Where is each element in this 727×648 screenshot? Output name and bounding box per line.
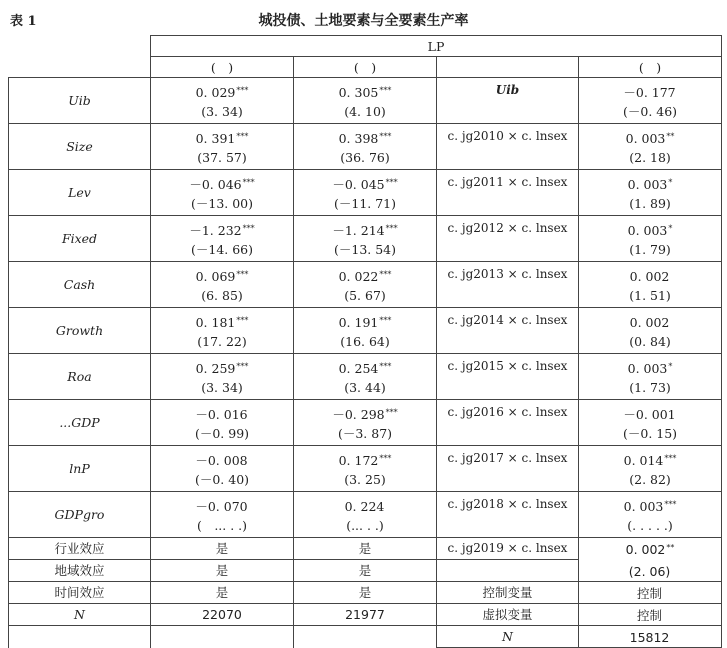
coef-cell-model-1 xyxy=(151,492,294,538)
coef-line xyxy=(294,356,436,377)
variable-name: Fixed xyxy=(9,216,151,262)
t-stat: (－0. 99) xyxy=(194,425,250,441)
effect-label: N xyxy=(9,604,151,626)
interaction-term: c. jg2012 × c. lnsex xyxy=(437,216,579,262)
variable-name: Lev xyxy=(9,170,151,216)
coef-cell-model-2 xyxy=(294,492,437,538)
t-stat: (5. 67) xyxy=(344,287,386,303)
table-caption: 表 1 xyxy=(10,14,37,29)
variable-name: Growth xyxy=(9,308,151,354)
interaction-term: c. jg2018 × c. lnsex xyxy=(437,492,579,538)
coef-cell-model-3 xyxy=(579,400,722,446)
t-stat: (6. 85) xyxy=(201,287,243,303)
coef-cell-model-3 xyxy=(579,308,722,354)
t-stat: (1. 73) xyxy=(629,379,671,395)
coef-value: 0. 003 xyxy=(623,498,664,514)
table-row xyxy=(9,446,722,492)
header-col-1: ( ) xyxy=(151,57,294,78)
coef-line xyxy=(151,448,293,469)
coef-line xyxy=(151,80,293,101)
header-group-lp: LP xyxy=(151,36,722,57)
coef-line xyxy=(294,126,436,147)
significance-stars: *** xyxy=(242,177,255,187)
coef-cell-model-3 xyxy=(579,216,722,262)
coef-value: 0. 254 xyxy=(338,360,379,376)
coef-value: 0. 172 xyxy=(338,452,379,468)
effect-model-1: 是 xyxy=(151,560,294,582)
coef-line xyxy=(579,402,721,423)
significance-stars: *** xyxy=(379,85,392,95)
coef-line xyxy=(151,310,293,331)
interaction-term: c. jg2017 × c. lnsex xyxy=(437,446,579,492)
t-stat: (0. 84) xyxy=(629,333,671,349)
coef-value: 0. 191 xyxy=(338,314,379,330)
coef-cell-model-3 xyxy=(579,78,722,124)
table-row xyxy=(9,560,722,582)
coef-cell-model-1 xyxy=(151,262,294,308)
significance-stars: *** xyxy=(385,177,398,187)
variable-name: Size xyxy=(9,124,151,170)
t-stat: (... . .) xyxy=(346,517,384,533)
coef-line xyxy=(579,494,721,515)
t-stat: (36. 76) xyxy=(340,149,390,165)
significance-stars: * xyxy=(668,177,673,187)
coef-cell-model-2 xyxy=(294,446,437,492)
significance-stars: *** xyxy=(242,223,255,233)
coef-cell-model-3 xyxy=(579,492,722,538)
table-row xyxy=(9,538,722,560)
t-stat: ( ... . .) xyxy=(196,517,248,533)
coef-cell-model-1 xyxy=(151,354,294,400)
coef-value: 0. 014 xyxy=(623,452,664,468)
t-stat: (－0. 46) xyxy=(622,103,678,119)
coef-cell-model-2 xyxy=(294,170,437,216)
effect-mid: c. jg2019 × c. lnsex xyxy=(437,538,579,560)
effect-model-2 xyxy=(294,626,437,648)
t-stat: (2. 18) xyxy=(629,149,671,165)
t-stat: (37. 57) xyxy=(197,149,247,165)
coef-line xyxy=(151,494,293,515)
header-col-4: ( ) xyxy=(579,57,722,78)
significance-stars: *** xyxy=(236,131,249,141)
effect-label: 行业效应 xyxy=(9,538,151,560)
coef-line xyxy=(579,172,721,193)
coef-line xyxy=(579,310,721,331)
coef-cell-model-1 xyxy=(151,216,294,262)
regression-table xyxy=(8,35,722,648)
t-stat: (3. 25) xyxy=(344,471,386,487)
effect-model-1: 是 xyxy=(151,538,294,560)
significance-stars: ** xyxy=(666,543,675,553)
table-row xyxy=(9,354,722,400)
t-stat: (－11. 71) xyxy=(333,195,396,211)
coef-line xyxy=(294,494,436,515)
coef-value: 0. 003 xyxy=(627,222,668,238)
coef-value: 0. 398 xyxy=(338,130,379,146)
coef-value: 0. 224 xyxy=(344,498,385,514)
coef-value: －0. 046 xyxy=(189,176,242,192)
t-stat: (1. 79) xyxy=(629,241,671,257)
table-row xyxy=(9,78,722,124)
effect-label: 时间效应 xyxy=(9,582,151,604)
significance-stars: *** xyxy=(385,223,398,233)
coef-cell-model-1 xyxy=(151,170,294,216)
coef-cell-model-3 xyxy=(579,446,722,492)
coef-cell-model-3 xyxy=(579,124,722,170)
interaction-term: c. jg2014 × c. lnsex xyxy=(437,308,579,354)
coef-cell-model-2 xyxy=(294,124,437,170)
coef-value: －0. 045 xyxy=(332,176,385,192)
coef-cell-model-3 xyxy=(579,354,722,400)
effect-value: 控制 xyxy=(637,608,663,623)
table-row xyxy=(9,124,722,170)
coef-cell-model-2 xyxy=(294,216,437,262)
effect-model-3 xyxy=(579,538,722,560)
effect-label xyxy=(9,626,151,648)
coef-value: －0. 298 xyxy=(332,406,385,422)
coef-line xyxy=(294,448,436,469)
table-row xyxy=(9,604,722,626)
coef-value: 0. 029 xyxy=(195,84,236,100)
effect-label: 地域效应 xyxy=(9,560,151,582)
variable-name: lnP xyxy=(9,446,151,492)
effect-model-1: 是 xyxy=(151,582,294,604)
coef-cell-model-2 xyxy=(294,400,437,446)
variable-name: GDPgro xyxy=(9,492,151,538)
coef-cell-model-1 xyxy=(151,124,294,170)
table-row xyxy=(9,170,722,216)
effect-model-3 xyxy=(579,560,722,582)
effect-model-1 xyxy=(151,626,294,648)
coef-value: 0. 003 xyxy=(627,360,668,376)
table-row xyxy=(9,582,722,604)
coef-value: 0. 003 xyxy=(627,176,668,192)
effect-model-3 xyxy=(579,626,722,648)
coef-line xyxy=(151,356,293,377)
effect-model-3 xyxy=(579,604,722,626)
header-empty-cell xyxy=(9,36,151,78)
coef-line xyxy=(151,172,293,193)
significance-stars: *** xyxy=(385,407,398,417)
coef-line xyxy=(294,218,436,239)
effect-value: 15812 xyxy=(629,630,670,645)
t-stat: (1. 51) xyxy=(629,287,671,303)
interaction-term: c. jg2010 × c. lnsex xyxy=(437,124,579,170)
variable-name: Uib xyxy=(9,78,151,124)
t-stat: (17. 22) xyxy=(197,333,247,349)
significance-stars: *** xyxy=(236,85,249,95)
variable-name: Roa xyxy=(9,354,151,400)
significance-stars: *** xyxy=(379,315,392,325)
coef-line xyxy=(579,80,721,101)
header-row-group xyxy=(9,36,722,57)
coef-value: 0. 391 xyxy=(195,130,236,146)
coef-cell-model-1 xyxy=(151,308,294,354)
effect-model-2: 是 xyxy=(294,538,437,560)
table-row xyxy=(9,400,722,446)
effect-model-2: 21977 xyxy=(294,604,437,626)
coef-line xyxy=(151,126,293,147)
significance-stars: * xyxy=(668,361,673,371)
t-stat: (16. 64) xyxy=(340,333,390,349)
coef-cell-model-2 xyxy=(294,78,437,124)
interaction-term: c. jg2016 × c. lnsex xyxy=(437,400,579,446)
table-row xyxy=(9,626,722,648)
t-stat: (3. 34) xyxy=(201,379,243,395)
coef-cell-model-1 xyxy=(151,400,294,446)
coef-value: －0. 177 xyxy=(623,84,676,100)
interaction-term: c. jg2011 × c. lnsex xyxy=(437,170,579,216)
coef-line xyxy=(294,172,436,193)
significance-stars: *** xyxy=(379,453,392,463)
coef-line xyxy=(579,218,721,239)
variable-name: ...GDP xyxy=(9,400,151,446)
effect-model-1: 22070 xyxy=(151,604,294,626)
t-stat: (－14. 66) xyxy=(190,241,253,257)
effect-mid: 控制变量 xyxy=(437,582,579,604)
coef-value: －1. 232 xyxy=(189,222,242,238)
coef-cell-model-3 xyxy=(579,262,722,308)
significance-stars: *** xyxy=(379,131,392,141)
t-stat: (3. 44) xyxy=(344,379,386,395)
significance-stars: *** xyxy=(664,453,677,463)
table-row xyxy=(9,308,722,354)
coef-line xyxy=(151,218,293,239)
coef-value: －1. 214 xyxy=(332,222,385,238)
interaction-term: c. jg2013 × c. lnsex xyxy=(437,262,579,308)
coef-value: －0. 070 xyxy=(195,498,248,514)
coef-value: 0. 305 xyxy=(338,84,379,100)
effect-model-2: 是 xyxy=(294,560,437,582)
coef-value: 0. 181 xyxy=(195,314,236,330)
interaction-term: c. jg2015 × c. lnsex xyxy=(437,354,579,400)
effect-model-2: 是 xyxy=(294,582,437,604)
significance-stars: *** xyxy=(236,315,249,325)
coef-value: 0. 003 xyxy=(625,130,666,146)
effect-model-3 xyxy=(579,582,722,604)
coef-line xyxy=(579,126,721,147)
coef-cell-model-2 xyxy=(294,262,437,308)
t-stat: (1. 89) xyxy=(629,195,671,211)
significance-stars: *** xyxy=(664,499,677,509)
effect-mid: 虚拟变量 xyxy=(437,604,579,626)
coef-line xyxy=(579,356,721,377)
coef-value: －0. 001 xyxy=(623,406,676,422)
coef-line xyxy=(294,402,436,423)
effect-value: 控制 xyxy=(637,586,663,601)
coef-line xyxy=(579,264,721,285)
t-stat: (. . . . .) xyxy=(627,517,673,533)
t-stat: (－0. 15) xyxy=(622,425,678,441)
coef-value: 0. 069 xyxy=(195,268,236,284)
coef-cell-model-2 xyxy=(294,354,437,400)
effect-mid xyxy=(437,560,579,582)
t-stat: (－3. 87) xyxy=(337,425,393,441)
header-col-3-empty xyxy=(437,57,579,78)
coef-line xyxy=(294,264,436,285)
significance-stars: *** xyxy=(236,269,249,279)
effect-value: 0. 002 xyxy=(625,542,666,558)
header-col-2: ( ) xyxy=(294,57,437,78)
t-stat: (－0. 40) xyxy=(194,471,250,487)
significance-stars: *** xyxy=(379,269,392,279)
t-stat: (－13. 54) xyxy=(333,241,396,257)
coef-value: －0. 008 xyxy=(195,452,248,468)
table-row xyxy=(9,492,722,538)
coef-value: 0. 002 xyxy=(629,268,670,284)
coef-cell-model-3 xyxy=(579,170,722,216)
coef-line xyxy=(294,310,436,331)
coef-cell-model-1 xyxy=(151,446,294,492)
coef-line xyxy=(294,80,436,101)
interaction-term: Uib xyxy=(437,78,579,124)
t-stat: (4. 10) xyxy=(344,103,386,119)
significance-stars: *** xyxy=(236,361,249,371)
coef-line xyxy=(151,402,293,423)
coef-cell-model-1 xyxy=(151,78,294,124)
effect-value: (2. 06) xyxy=(628,563,671,579)
table-row xyxy=(9,216,722,262)
coef-value: －0. 016 xyxy=(195,406,248,422)
coef-cell-model-2 xyxy=(294,308,437,354)
t-stat: (3. 34) xyxy=(201,103,243,119)
coef-line xyxy=(151,264,293,285)
significance-stars: *** xyxy=(379,361,392,371)
t-stat: (2. 82) xyxy=(629,471,671,487)
coef-value: 0. 022 xyxy=(338,268,379,284)
table-row xyxy=(9,262,722,308)
coef-line xyxy=(579,448,721,469)
variable-name: Cash xyxy=(9,262,151,308)
coef-value: 0. 002 xyxy=(629,314,670,330)
table-title: 城投债、土地要素与全要素生产率 xyxy=(258,13,469,29)
t-stat: (－13. 00) xyxy=(190,195,253,211)
effect-mid: N xyxy=(437,626,579,648)
significance-stars: ** xyxy=(666,131,675,141)
significance-stars: * xyxy=(668,223,673,233)
coef-value: 0. 259 xyxy=(195,360,236,376)
